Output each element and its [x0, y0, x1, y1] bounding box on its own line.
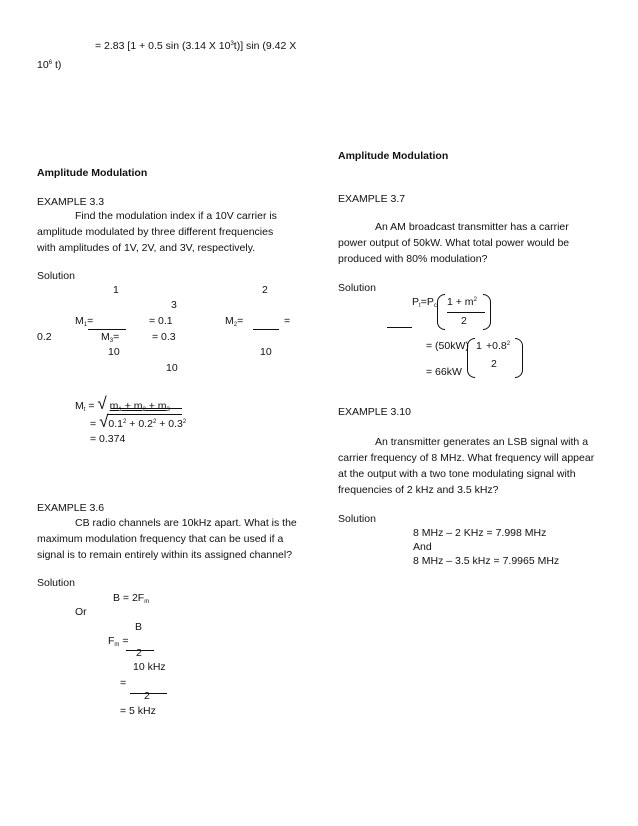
example-3-7-title: EXAMPLE 3.7: [338, 193, 406, 205]
sq-sup: 2: [152, 419, 157, 425]
top-equation-line2: [37, 59, 61, 74]
fraction-bar-m: [447, 312, 485, 313]
mt-eq: =: [88, 400, 95, 412]
denominator-2-step: 2: [491, 358, 497, 370]
pt-step2: = (50kW): [426, 340, 469, 352]
m-sub: 2: [233, 322, 238, 328]
example-3-7-p3: produced with 80% modulation?: [338, 253, 488, 265]
denominator-3: 10: [166, 362, 178, 374]
left-paren-1: [437, 294, 445, 330]
rad-sub: 1: [118, 407, 122, 413]
equals-2: =: [120, 677, 127, 689]
fm-label: [108, 635, 128, 650]
mt-step2: [90, 412, 187, 433]
radical-bar-1: [111, 408, 182, 409]
m2-value: 0.2: [37, 331, 52, 343]
or-text: Or: [75, 606, 87, 618]
m-eq: =: [237, 315, 244, 327]
example-3-3-p1: Find the modulation index if a 10V carrier is: [75, 210, 277, 222]
denominator-2: 10: [260, 346, 272, 358]
example-3-10-p1: An transmitter generates an LSB signal with a: [375, 436, 589, 448]
right-paren-1: [483, 294, 491, 330]
b-sub: m: [144, 599, 150, 605]
step-term: + 0.2: [129, 418, 153, 430]
rad-term: + m: [124, 400, 143, 412]
left-heading: Amplitude Modulation: [37, 167, 148, 179]
mt-sub: t: [83, 407, 86, 413]
example-3-10-line3: 8 MHz – 3.5 kHz = 7.9965 MHz: [413, 555, 560, 567]
eq-text: 10: [37, 59, 49, 71]
fraction-bar-m1: [88, 329, 126, 330]
m-sub: 1: [83, 322, 88, 328]
m-sub: 3: [109, 338, 114, 344]
fm-result: = 5 kHz: [120, 705, 156, 717]
plus08-text: +0.8: [486, 340, 507, 352]
b-equation: [113, 592, 149, 607]
m2-equals: =: [284, 315, 291, 327]
right-heading: Amplitude Modulation: [338, 150, 449, 162]
rad-sub: 2: [142, 407, 146, 413]
pt-sub: t: [419, 303, 421, 309]
sq-sup: 2: [123, 419, 127, 425]
denominator-2b: 2: [144, 690, 150, 702]
pc-sub: c: [433, 303, 437, 309]
example-3-7-solution: Solution: [338, 282, 376, 294]
step-eq: =: [90, 418, 97, 430]
example-3-10-p2: carrier frequency of 8 MHz. What frequency will appear: [338, 452, 595, 464]
mt-formula: [75, 394, 170, 415]
radicand: [110, 400, 170, 412]
left-paren-2: [467, 338, 475, 378]
denominator-1: 10: [108, 346, 120, 358]
example-3-10-line2: And: [413, 541, 432, 553]
example-3-10-title: EXAMPLE 3.10: [338, 406, 411, 418]
example-3-3-p3: with amplitudes of 1V, 2V, and 3V, respectively.: [37, 242, 256, 254]
denominator-2: 2: [136, 647, 142, 659]
m1-value: = 0.1: [149, 315, 173, 327]
pt-step2-one: 1: [476, 340, 482, 352]
rad-term: + m: [148, 400, 167, 412]
step-term: 0.1: [108, 418, 124, 430]
pt-result: = 66kW: [426, 366, 462, 378]
fraction-bar-m2: [253, 329, 279, 330]
m2-label: [225, 315, 243, 330]
sq-sup: 2: [182, 419, 187, 425]
eq-text: = 2.83 [1 + 0.5 sin (3.14 X 10: [95, 40, 231, 52]
example-3-3-p2: amplitude modulated by three different frequencies: [37, 226, 274, 238]
example-3-3-title: EXAMPLE 3.3: [37, 196, 105, 208]
numerator-b: B: [135, 621, 143, 633]
rad-sub: 3: [166, 407, 170, 413]
m1-label: [75, 315, 93, 330]
m-letter: M: [75, 315, 84, 327]
fm-eq: =: [119, 635, 129, 647]
top-equation-line1: [95, 40, 296, 55]
m-eq: =: [113, 331, 120, 343]
sqrt-symbol: √: [99, 412, 109, 431]
eq-text-2: t): [52, 59, 62, 71]
example-3-10-solution: Solution: [338, 513, 376, 525]
numerator-10khz: 10 kHz: [133, 661, 166, 673]
example-3-10-p4: frequencies of 2 kHz and 3.5 kHz?: [338, 484, 499, 496]
example-3-6-p1: CB radio channels are 10kHz apart. What is the: [75, 517, 297, 529]
numerator-3: 3: [171, 299, 177, 311]
one-m-text: 1 + m: [447, 296, 474, 308]
mt-result: = 0.374: [90, 433, 126, 445]
example-3-6-p3: signal is to remain entirely within its assigned channel?: [37, 549, 293, 561]
example-3-10-line1: 8 MHz – 2 KHz = 7.998 MHz: [413, 527, 547, 539]
example-3-7-p1: An AM broadcast transmitter has a carrier: [375, 221, 569, 233]
example-3-6-solution: Solution: [37, 577, 75, 589]
m-eq: =: [87, 315, 94, 327]
radical-bar-2: [107, 414, 182, 415]
sq-sup: 2: [506, 341, 511, 347]
rule-mark: [387, 327, 412, 328]
eq-sup: 3: [230, 41, 234, 47]
numerator-1: 1: [113, 284, 119, 296]
example-3-10-p3: at the output with a two tone modulating signal with: [338, 468, 576, 480]
eq-sup: 6: [48, 60, 53, 66]
right-paren-2: [515, 338, 523, 378]
m3-value: = 0.3: [152, 331, 176, 343]
b-eq-text: B = 2F: [113, 592, 145, 604]
step-term: + 0.3: [159, 418, 183, 430]
rad-term: m: [109, 400, 119, 412]
pt-letter: P: [412, 296, 420, 308]
example-3-6-title: EXAMPLE 3.6: [37, 502, 105, 514]
one-plus-m: [447, 296, 477, 311]
pt-step2-plus: [486, 340, 510, 355]
pt-eq: =P: [420, 296, 434, 308]
fm-letter: F: [108, 635, 115, 647]
eq-text-2: t)] sin (9.42 X: [233, 40, 297, 52]
sq-sup: 2: [473, 297, 477, 303]
numerator-2: 2: [262, 284, 268, 296]
m3-label: [101, 331, 119, 346]
m-letter: M: [225, 315, 234, 327]
denominator-2-pt: 2: [461, 315, 467, 327]
example-3-3-solution: Solution: [37, 270, 75, 282]
pt-formula: [412, 296, 437, 311]
example-3-7-p2: power output of 50kW. What total power would be: [338, 237, 570, 249]
m-letter: M: [101, 331, 110, 343]
sqrt-symbol: √: [97, 394, 107, 413]
example-3-6-p2: maximum modulation frequency that can be used if a: [37, 533, 284, 545]
mt-letter: M: [75, 400, 84, 412]
fm-sub: m: [114, 642, 120, 648]
